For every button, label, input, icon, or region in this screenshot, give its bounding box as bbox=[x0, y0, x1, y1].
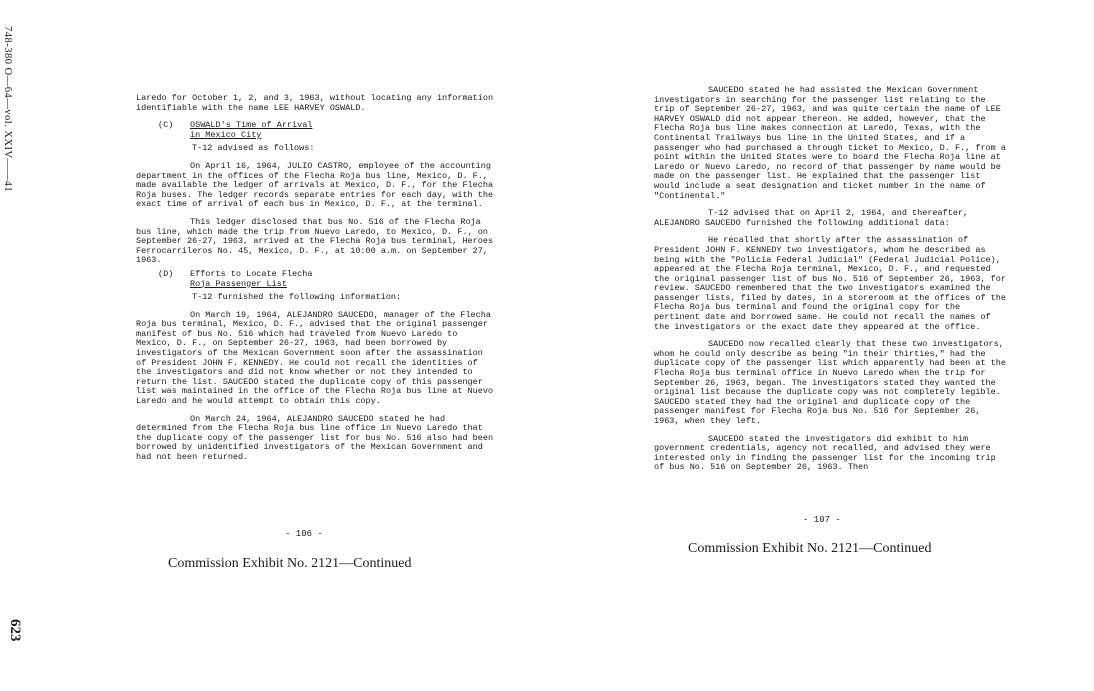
page-number: - 107 - bbox=[803, 515, 841, 525]
section-title: Roja Passenger List bbox=[190, 278, 287, 289]
section-title: Efforts to Locate Flecha bbox=[190, 268, 313, 279]
paragraph: SAUCEDO stated the investigators did exhibit to him government credentials, agency not recalled, and advised they were interested only in finding the passenger list for the incoming trip of bus No. 516 on September 26, 1963. Then bbox=[654, 433, 996, 473]
section-letter: (C) bbox=[158, 120, 174, 131]
t12-line: T-12 advised as follows: bbox=[192, 143, 315, 154]
paragraph: On April 16, 1964, JULIO CASTRO, employee of the accounting department in the offices of the Flecha Roja bus line, Mexico, D. F., made available the ledger of arrivals at Mexico, D. F., for the Flecha Roja buses. The ledger records separate entries for each day, with the exact time of arrival of each bus in Mexico, D. F., at the terminal. bbox=[136, 160, 494, 210]
paragraph: On March 24, 1964, ALEJANDRO SAUCEDO stated he had determined from the Flecha Roja bus line office in Nuevo Laredo that the duplicate copy of the passenger list for bus No. 516 also had been borrowed by unidentified investigators of the Mexican Government and had not been returned. bbox=[136, 413, 494, 462]
section-title: in Mexico City bbox=[190, 129, 262, 140]
volume-page-number: 623 bbox=[7, 619, 23, 642]
right-page bbox=[654, 86, 1006, 481]
intro-text: Laredo for October 1, 2, and 3, 1963, without locating any information identifiable with the name LEE HARVEY OSWALD. bbox=[136, 93, 494, 113]
section-letter: (D) bbox=[158, 268, 174, 279]
left-page bbox=[136, 94, 496, 471]
page-number: - 106 - bbox=[285, 529, 323, 539]
paragraph: SAUCEDO now recalled clearly that these two investigators, whom he could only describe as being "in their thirties," had the duplicate copy of the passenger list which apparently had been at the Flecha Roja bus terminal office in Nuevo Laredo when the trip for September 26, 1963, began. The investigators stated they wanted the original list because the duplicate copy was not completely legible. SAUCEDO stated they had the original and duplicate copy of the passenger manifest for Flecha Roja bus No. 516 for September 26, 1963, when they left. bbox=[654, 339, 1006, 426]
paragraph: SAUCEDO stated he had assisted the Mexican Government investigators in searching for the passenger list relating to the trip of September 26-27, 1963, and was quite certain the name of LEE HARVEY OSWALD did not appear thereon. He added, however, that the Flecha Roja bus line makes connection at Laredo, Texas, with the Continental Trailways bus line in the United States, and if a passenger who had purchased a through ticket to Mexico, D. F., from a point within the United States were to board the Flecha Roja line at Laredo or Nuevo Laredo, no record of that passenger by name would be made on the passenger list. He explained that the passenger list would include a seat designation and ticket number in the name of "Continental." bbox=[654, 85, 1006, 201]
section-d-heading bbox=[158, 270, 496, 289]
side-label: 748-380 O—64—vol. XXIV——41 bbox=[2, 26, 13, 193]
section-title: OSWALD's Time of Arrival bbox=[190, 120, 313, 131]
paragraph: T-12 advised that on April 2, 1964, and thereafter, ALEJANDRO SAUCEDO furnished the following additional data: bbox=[654, 208, 969, 228]
paragraph: He recalled that shortly after the assassination of President JOHN F. KENNEDY two investigators, whom he described as being with the "Policia Federal Judicial" (Federal Judicial Police), appeared at the Flecha Roja terminal, Mexico, D. F., and requested the original passenger list of bus No. 516 of September 26, 1963, for review. SAUCEDO remembered that the two investigators examined the passenger lists, filed by dates, in a storeroom at the offices of the Flecha Roja bus terminal and found the original copy for the pertinent date and borrowed same. He could not recall the names of the investigators or the exact date they appeared at the office. bbox=[654, 235, 1006, 332]
t12-line: T-12 furnished the following information: bbox=[192, 292, 402, 303]
paragraph: This ledger disclosed that bus No. 516 of the Flecha Roja bus line, which made the trip from Nuevo Laredo, to Mexico, D. F., on September 26-27, 1963, arrived at the Flecha Roja bus terminal, Heroes Ferrocarrileros No. 45, Mexico, D. F., at 10:00 a.m. on September 27, 1963. bbox=[136, 216, 494, 266]
exhibit-caption: Commission Exhibit No. 2121—Continued bbox=[168, 556, 412, 571]
paragraph: On March 19, 1964, ALEJANDRO SAUCEDO, manager of the Flecha Roja bus terminal, Mexico, D. F., advised that the original passenger manifest of bus No. 516 which had traveled from Nuevo Laredo to Mexico, D. F., on September 26-27, 1963, had been borrowed by investigators of the Mexican Government soon after the assassination of President JOHN F. KENNEDY. He could not recall the identities of the investigators and did not know whether or not they intended to return the list. SAUCEDO stated the duplicate copy of this passenger list was maintained in the office of the Flecha Roja bus line at Nuevo Laredo and he would attempt to obtain this copy. bbox=[136, 309, 494, 407]
section-c-heading bbox=[158, 121, 496, 140]
exhibit-caption: Commission Exhibit No. 2121—Continued bbox=[688, 541, 932, 556]
